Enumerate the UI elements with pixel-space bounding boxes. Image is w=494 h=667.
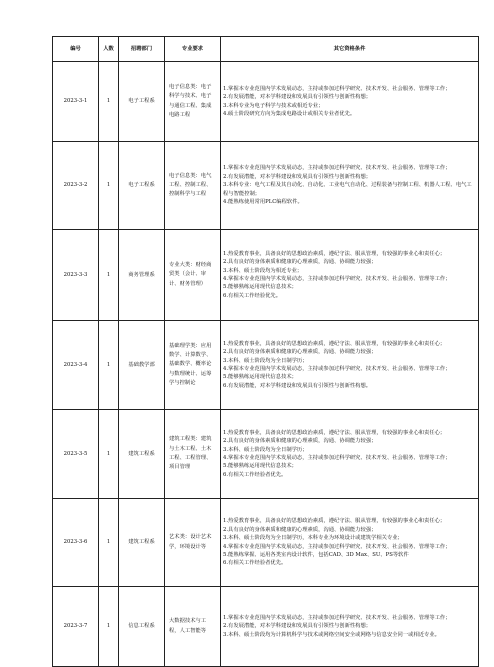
requirement-item: 3.本科专业：电气工程及其自动化、自动化、工业电气自动化、过程装备与控制工程、机器人工程、电气工程与智能控制； (223, 182, 472, 197)
header-requirements: 其它资格条件 (221, 37, 479, 62)
requirement-item: 5.能够熟练运用现代信息技术； (223, 284, 297, 291)
requirement-item: 3.本科、硕士阶段均为相近专业； (223, 267, 303, 274)
header-count: 人数 (99, 37, 119, 62)
table-row (53, 230, 479, 321)
header-code: 编号 (53, 37, 99, 62)
headcount: 1 (99, 62, 119, 142)
headcount: 1 (99, 587, 119, 667)
major-requirement: 专业大类：财经商贸类（会计、审计、财务管理） (165, 230, 221, 321)
department: 信息工程系 (119, 587, 165, 667)
headcount: 1 (99, 499, 119, 587)
requirement-item: 4.掌握本专业范围内学术发展动态，主持或参加过科学研究、技术开发、社会服务、管理等工作； (223, 543, 451, 550)
job-code: 2023-3-2 (53, 142, 99, 230)
requirement-item: 1.热爱教育事业，具备良好的思想政治素质，遵纪守法、服从管理，有较强的事业心和责任心； (223, 250, 446, 257)
requirement-item: 6.有发展潜能，对本学科建设和发展具有引领性与创新性构想。 (223, 382, 372, 389)
requirement-item: 6.有相关工作经验者优先。 (223, 471, 287, 478)
requirement-item: 4.掌握本专业范围内学术发展动态，主持或参加过科学研究、技术开发、社会服务、管理等工作； (223, 276, 451, 282)
other-requirements (221, 321, 479, 410)
table-body (53, 62, 479, 667)
header-dept: 招聘部门 (119, 37, 165, 62)
requirement-item: 3.本科、硕士阶段均为全日制学历； (223, 446, 308, 453)
requirement-item: 2.具有良好的身体素质和健康的心理素质，沟通、协调能力较强； (223, 259, 377, 266)
headcount: 1 (99, 321, 119, 410)
job-code: 2023-3-7 (53, 587, 99, 667)
requirement-item: 6.有相关工作经验优先。 (223, 292, 282, 299)
major-requirement: 建筑工程类：建筑与土木工程、土木工程、工程管理、项目管理 (165, 410, 221, 499)
department: 建筑工程系 (119, 499, 165, 587)
header-row (53, 37, 479, 62)
requirement-item: 2.具有良好的身体素质和健康的心理素质，沟通、协调能力较强； (223, 438, 377, 445)
department: 商务管理系 (119, 230, 165, 321)
major-requirement: 艺术类：设计艺术学，环境设计等 (165, 499, 221, 587)
recruitment-table (52, 36, 479, 667)
other-requirements (221, 410, 479, 499)
major-requirement: 电子信息类：电子科学与技术、电子与通信工程、集成电路工程 (165, 62, 221, 142)
requirement-item: 3.本科、硕士阶段均为计算机科学与技术或网络空间安全或网络与信息安全同一或相近专业。 (223, 631, 440, 638)
headcount: 1 (99, 142, 119, 230)
requirement-item: 4.掌握本专业范围内学术发展动态，主持或参加过科学研究、技术开发、社会服务、管理等工作； (223, 455, 451, 461)
headcount: 1 (99, 230, 119, 321)
other-requirements (221, 62, 479, 142)
requirement-item: 5.能够熟练运用现代信息技术； (223, 374, 297, 381)
table-row (53, 499, 479, 587)
requirement-item: 3.本科、硕士阶段均为全日制学历，本科专业为环境设计或建筑学相关专业； (223, 535, 403, 542)
requirement-item: 2.有发展潜能，对本学科建设和发展具有引领性与创新性构想； (223, 623, 372, 630)
requirement-item: 6.有相关工作经验者优先。 (223, 560, 287, 567)
major-requirement: 大数据技术与工程，人工智能等 (165, 587, 221, 667)
requirement-item: 3.本科专业为电子科学与技术或相近专业； (223, 102, 324, 109)
requirement-item: 1.热爱教育事业，具备良好的思想政治素质，遵纪守法、服从管理，有较强的事业心和责任心； (223, 518, 446, 525)
requirement-item: 4.能熟练使用常用PLC编程软件。 (223, 199, 303, 206)
other-requirements (221, 230, 479, 321)
requirement-item: 3.本科、硕士阶段均为全日制学历； (223, 357, 308, 364)
requirement-item: 2.有发展潜能，对本学科建设和发展具有引领性与创新性构想； (223, 94, 372, 101)
header-major: 专业要求 (165, 37, 221, 62)
job-code: 2023-3-4 (53, 321, 99, 410)
department: 电子工程系 (119, 142, 165, 230)
other-requirements (221, 142, 479, 230)
requirement-item: 1.掌握本专业范围内学术发展动态，主持或参加过科学研究、技术开发、社会服务、管理等工作； (223, 614, 451, 621)
job-code: 2023-3-3 (53, 230, 99, 321)
requirement-item: 5.能够熟练运用现代信息技术； (223, 463, 297, 470)
department: 建筑工程系 (119, 410, 165, 499)
job-code: 2023-3-6 (53, 499, 99, 587)
table-row (53, 410, 479, 499)
requirement-item: 1.掌握本专业范围内学术发展动态，主持或参加过科学研究、技术开发、社会服务、管理等工作； (223, 165, 451, 172)
job-code: 2023-3-1 (53, 62, 99, 142)
requirement-item: 4.掌握本专业范围内学术发展动态，主持或参加过科学研究、技术开发、社会服务、管理等工作； (223, 366, 451, 372)
requirement-item: 1.热爱教育事业，具备良好的思想政治素质，遵纪守法、服从管理，有较强的事业心和责任心； (223, 340, 446, 347)
headcount: 1 (99, 410, 119, 499)
major-requirement: 电子信息类：电气工程、控制工程、控制科学与工程 (165, 142, 221, 230)
requirement-item: 5.能熟练掌握、运用各类室内设计软件，包括CAD、3D Max、SU、PS等软件 (223, 551, 409, 558)
requirement-item: 2.有发展潜能，对本学科建设和发展具有引领性与创新性构想； (223, 173, 372, 180)
job-code: 2023-3-5 (53, 410, 99, 499)
requirement-item: 2.具有良好的身体素质和健康的心理素质，沟通、协调能力较强； (223, 526, 377, 533)
requirement-item: 4.硕士阶段研究方向为集成电路设计或相关专业者优先。 (223, 110, 356, 117)
major-requirement: 基础理学类：应用数学、计算数学、基础数学、概率论与数理统计、运筹学与控制论 (165, 321, 221, 410)
requirement-item: 1.掌握本专业范围内学术发展动态，主持或参加过科学研究、技术开发、社会服务、管理等工作； (223, 85, 451, 92)
other-requirements (221, 499, 479, 587)
table-row (53, 62, 479, 142)
table-row (53, 142, 479, 230)
department: 电子工程系 (119, 62, 165, 142)
department: 基础教学部 (119, 321, 165, 410)
requirement-item: 2.具有良好的身体素质和健康的心理素质，沟通、协调能力较强； (223, 349, 377, 356)
table-row (53, 321, 479, 410)
requirement-item: 1.热爱教育事业，具备良好的思想政治素质，遵纪守法、服从管理，有较强的事业心和责任心； (223, 429, 446, 436)
